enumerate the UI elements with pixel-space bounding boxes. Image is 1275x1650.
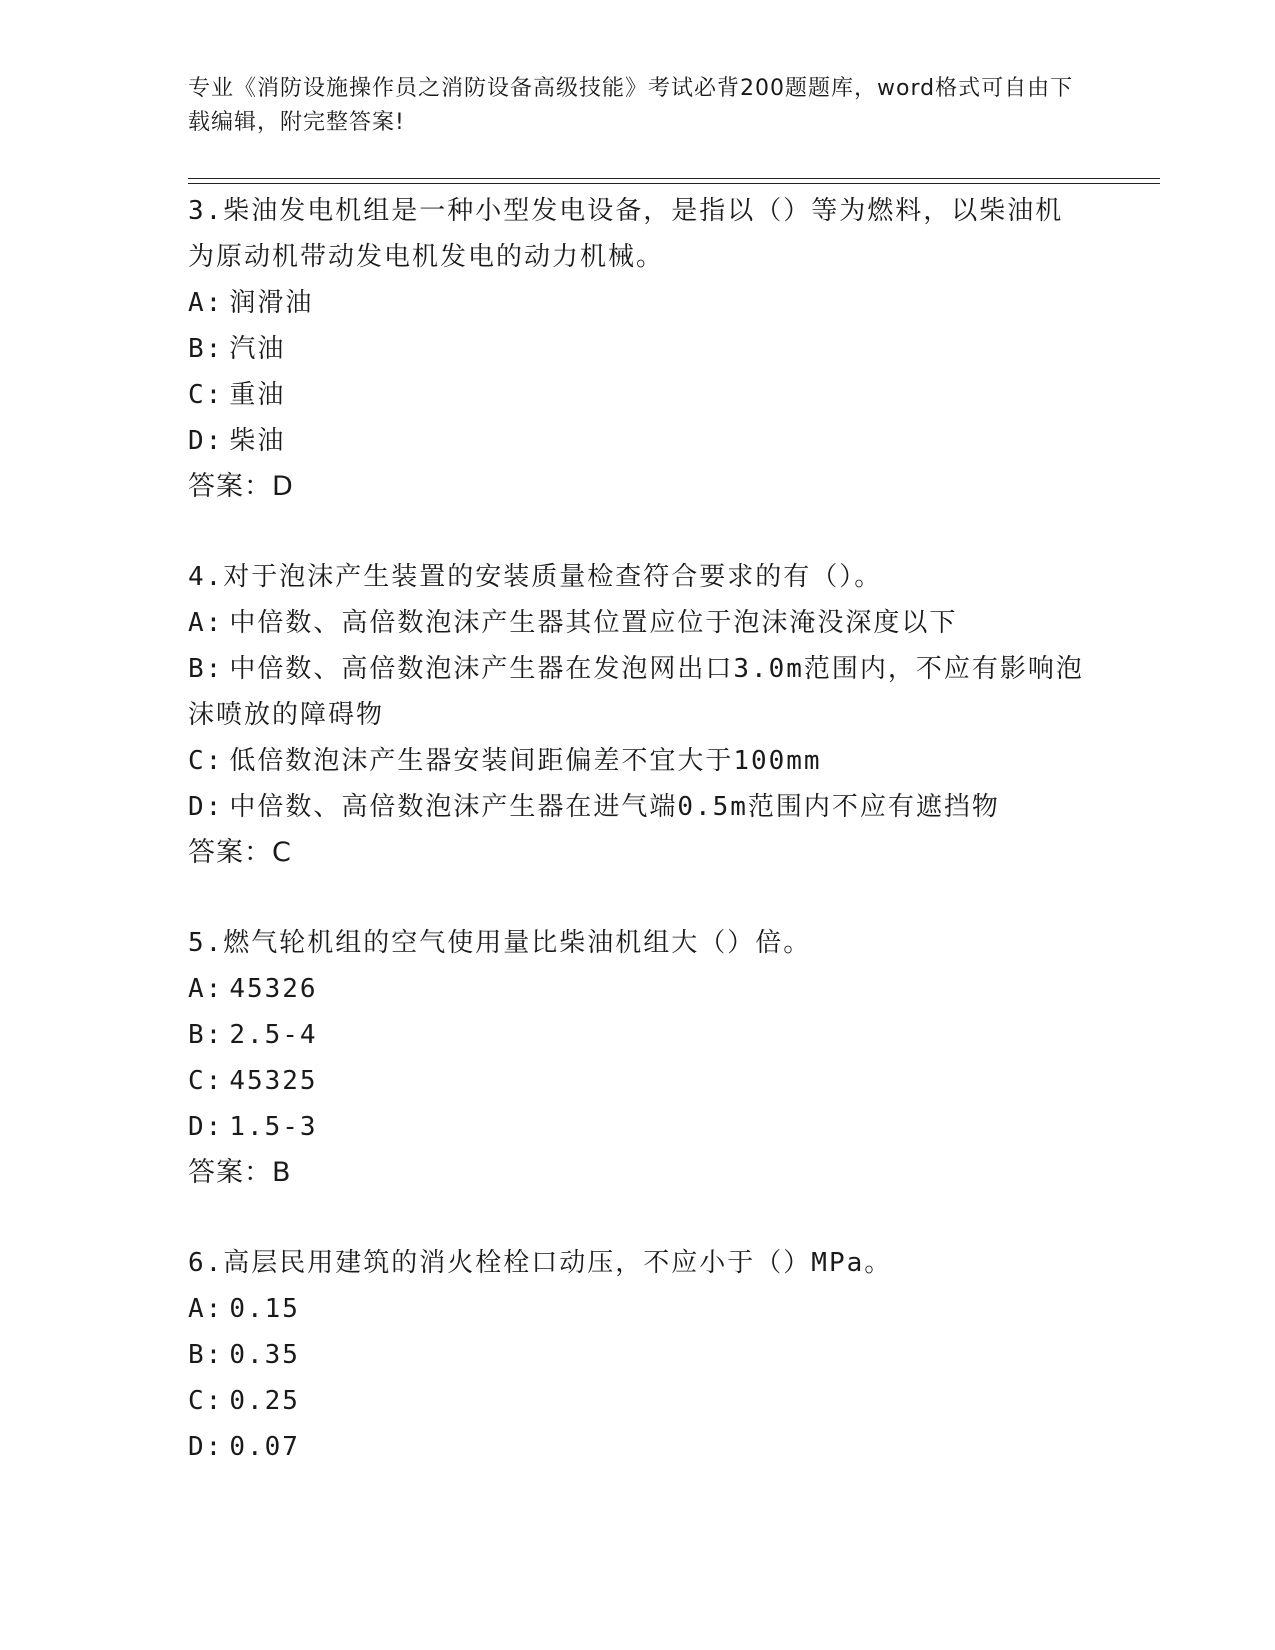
answer: 答案：C xyxy=(188,837,292,868)
question-stem: 3.柴油发电机组是一种小型发电设备，是指以（）等为燃料，以柴油机为原动机带动发电机发电的动力机械。 xyxy=(188,196,1064,272)
option-d xyxy=(188,1424,1088,1470)
option-c xyxy=(188,1058,1088,1104)
option-text: 0.07 xyxy=(229,1432,300,1462)
option-d xyxy=(188,418,1088,464)
answer: 答案：B xyxy=(188,1157,292,1188)
option-key: A: xyxy=(188,974,224,1004)
option-c xyxy=(188,372,1088,418)
option-a xyxy=(188,280,1088,326)
option-text: 低倍数泡沫产生器安装间距偏差不宜大于100mm xyxy=(229,746,822,776)
option-key: B: xyxy=(188,1020,224,1050)
option-text: 中倍数、高倍数泡沫产生器其位置应位于泡沫淹没深度以下 xyxy=(229,608,958,638)
option-text: 柴油 xyxy=(229,426,286,456)
option-text: 0.35 xyxy=(229,1340,300,1370)
option-text: 重油 xyxy=(229,380,286,410)
question-stem: 5.燃气轮机组的空气使用量比柴油机组大（）倍。 xyxy=(188,928,812,958)
option-a xyxy=(188,966,1088,1012)
question-5 xyxy=(188,920,1088,1196)
header-divider-top xyxy=(188,178,1160,179)
option-d xyxy=(188,784,1088,830)
option-key: B: xyxy=(188,1340,224,1370)
option-text: 润滑油 xyxy=(229,288,314,318)
option-text: 45326 xyxy=(229,974,318,1004)
option-text: 45325 xyxy=(229,1066,318,1096)
document-header: 专业《消防设施操作员之消防设备高级技能》考试必背200题题库，word格式可自由下载编辑，附完整答案! xyxy=(188,76,1074,135)
option-text: 0.15 xyxy=(229,1294,300,1324)
option-key: D: xyxy=(188,1112,224,1142)
question-6 xyxy=(188,1240,1088,1470)
answer: 答案：D xyxy=(188,471,294,502)
option-d xyxy=(188,1104,1088,1150)
option-key: A: xyxy=(188,288,224,318)
option-text: 1.5-3 xyxy=(229,1112,318,1142)
option-key: D: xyxy=(188,792,224,822)
option-c xyxy=(188,738,1088,784)
option-b xyxy=(188,1012,1088,1058)
option-a xyxy=(188,600,1088,646)
option-text: 中倍数、高倍数泡沫产生器在发泡网出口3.0m范围内，不应有影响泡沫喷放的障碍物 xyxy=(188,654,1084,730)
option-key: B: xyxy=(188,654,224,684)
option-text: 汽油 xyxy=(229,334,286,364)
option-a xyxy=(188,1286,1088,1332)
option-key: A: xyxy=(188,608,224,638)
question-stem: 6.高层民用建筑的消火栓栓口动压，不应小于（）MPa。 xyxy=(188,1248,893,1278)
option-text: 中倍数、高倍数泡沫产生器在进气端0.5m范围内不应有遮挡物 xyxy=(229,792,1000,822)
option-key: C: xyxy=(188,746,224,776)
option-key: C: xyxy=(188,380,224,410)
option-key: C: xyxy=(188,1386,224,1416)
option-c xyxy=(188,1378,1088,1424)
option-text: 2.5-4 xyxy=(229,1020,318,1050)
option-text: 0.25 xyxy=(229,1386,300,1416)
option-b xyxy=(188,1332,1088,1378)
option-key: D: xyxy=(188,426,224,456)
option-key: B: xyxy=(188,334,224,364)
option-b xyxy=(188,326,1088,372)
question-stem: 4.对于泡沫产生装置的安装质量检查符合要求的有（）。 xyxy=(188,562,883,592)
option-key: D: xyxy=(188,1432,224,1462)
option-b xyxy=(188,646,1088,738)
option-key: C: xyxy=(188,1066,224,1096)
question-4 xyxy=(188,554,1088,876)
question-3 xyxy=(188,188,1088,510)
header-divider-bottom xyxy=(188,183,1160,184)
option-key: A: xyxy=(188,1294,224,1324)
